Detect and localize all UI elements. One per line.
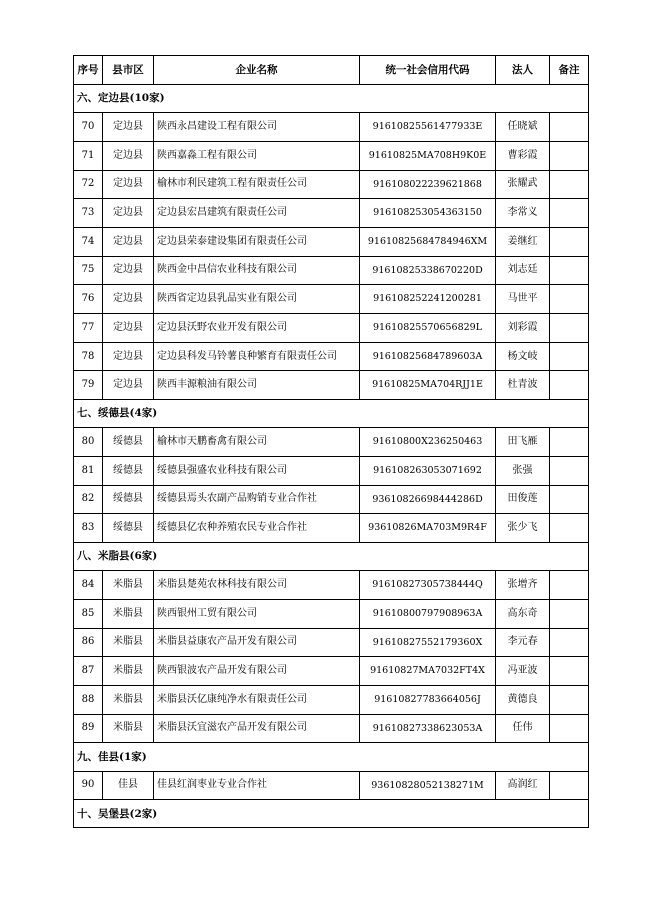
cell-credit-code: 93610826698444286D <box>360 485 496 514</box>
cell-enterprise-name: 米脂县益康农产品开发有限公司 <box>154 628 360 657</box>
cell-county: 定边县 <box>103 285 154 314</box>
cell-seq: 89 <box>74 714 103 743</box>
cell-county: 定边县 <box>103 371 154 400</box>
cell-remark <box>550 227 589 256</box>
section-row <box>74 743 589 771</box>
cell-credit-code: 916108263053071692 <box>360 456 496 485</box>
table-row <box>74 227 589 256</box>
cell-credit-code: 91610827552179360X <box>360 628 496 657</box>
cell-seq: 86 <box>74 628 103 657</box>
cell-county: 定边县 <box>103 199 154 228</box>
cell-legal-person: 李元春 <box>496 628 550 657</box>
cell-county: 米脂县 <box>103 657 154 686</box>
cell-remark <box>550 456 589 485</box>
cell-remark <box>550 657 589 686</box>
cell-county: 绥德县 <box>103 456 154 485</box>
cell-remark <box>550 141 589 170</box>
section-title: 九、佳县(1家) <box>74 743 589 771</box>
cell-enterprise-name: 定边县科发马铃薯良种繁育有限责任公司 <box>154 342 360 371</box>
cell-enterprise-name: 榆林市利民建筑工程有限责任公司 <box>154 170 360 199</box>
cell-county: 米脂县 <box>103 714 154 743</box>
cell-county: 定边县 <box>103 141 154 170</box>
cell-seq: 75 <box>74 256 103 285</box>
section-row <box>74 543 589 571</box>
cell-enterprise-name: 绥德县亿农种养殖农民专业合作社 <box>154 514 360 543</box>
cell-remark <box>550 514 589 543</box>
cell-enterprise-name: 榆林市天鹏畜禽有限公司 <box>154 428 360 457</box>
cell-credit-code: 91610800X236250463 <box>360 428 496 457</box>
header-county: 县市区 <box>103 56 154 85</box>
cell-remark <box>550 170 589 199</box>
cell-legal-person: 杨文岐 <box>496 342 550 371</box>
cell-legal-person: 高东奇 <box>496 599 550 628</box>
cell-seq: 74 <box>74 227 103 256</box>
cell-credit-code: 91610800797908963A <box>360 599 496 628</box>
cell-credit-code: 91610825684789603A <box>360 342 496 371</box>
table-row <box>74 342 589 371</box>
cell-remark <box>550 256 589 285</box>
table-row <box>74 657 589 686</box>
table-header-row <box>74 56 589 85</box>
section-title: 十、吴堡县(2家) <box>74 800 589 828</box>
cell-county: 定边县 <box>103 170 154 199</box>
section-row <box>74 85 589 113</box>
cell-enterprise-name: 陕西永昌建设工程有限公司 <box>154 113 360 142</box>
table-row <box>74 141 589 170</box>
table-row <box>74 314 589 343</box>
cell-legal-person: 任伟 <box>496 714 550 743</box>
table-row <box>74 113 589 142</box>
table-row <box>74 170 589 199</box>
table-row <box>74 714 589 743</box>
cell-remark <box>550 428 589 457</box>
cell-remark <box>550 771 589 800</box>
cell-county: 绥德县 <box>103 485 154 514</box>
cell-county: 米脂县 <box>103 628 154 657</box>
cell-county: 米脂县 <box>103 571 154 600</box>
table-row <box>74 285 589 314</box>
table-row <box>74 371 589 400</box>
cell-legal-person: 刘彩霞 <box>496 314 550 343</box>
cell-remark <box>550 285 589 314</box>
cell-legal-person: 杜青波 <box>496 371 550 400</box>
cell-enterprise-name: 米脂县沃亿康纯净水有限责任公司 <box>154 685 360 714</box>
cell-legal-person: 黄德良 <box>496 685 550 714</box>
cell-credit-code: 91610825570656829L <box>360 314 496 343</box>
cell-seq: 78 <box>74 342 103 371</box>
cell-remark <box>550 485 589 514</box>
section-title: 八、米脂县(6家) <box>74 543 589 571</box>
header-seq: 序号 <box>74 56 103 85</box>
cell-credit-code: 93610828052138271M <box>360 771 496 800</box>
cell-county: 定边县 <box>103 113 154 142</box>
cell-county: 定边县 <box>103 342 154 371</box>
cell-credit-code: 916108022239621868 <box>360 170 496 199</box>
cell-enterprise-name: 陕西省定边县乳品实业有限公司 <box>154 285 360 314</box>
table-row <box>74 599 589 628</box>
cell-seq: 90 <box>74 771 103 800</box>
cell-credit-code: 91610827MA7032FT4X <box>360 657 496 686</box>
cell-enterprise-name: 佳县红润枣业专业合作社 <box>154 771 360 800</box>
cell-credit-code: 91610827305738444Q <box>360 571 496 600</box>
header-legal: 法人 <box>496 56 550 85</box>
cell-remark <box>550 685 589 714</box>
header-remark: 备注 <box>550 56 589 85</box>
cell-seq: 88 <box>74 685 103 714</box>
cell-county: 米脂县 <box>103 599 154 628</box>
cell-enterprise-name: 绥德县强盛农业科技有限公司 <box>154 456 360 485</box>
cell-legal-person: 马世平 <box>496 285 550 314</box>
cell-credit-code: 91610827338623053A <box>360 714 496 743</box>
cell-enterprise-name: 陕西丰源粮油有限公司 <box>154 371 360 400</box>
cell-enterprise-name: 定边县荣泰建设集团有限责任公司 <box>154 227 360 256</box>
table-row <box>74 256 589 285</box>
cell-legal-person: 姜继红 <box>496 227 550 256</box>
cell-credit-code: 91610825MA704RJJ1E <box>360 371 496 400</box>
cell-seq: 84 <box>74 571 103 600</box>
cell-remark <box>550 342 589 371</box>
cell-remark <box>550 571 589 600</box>
cell-remark <box>550 314 589 343</box>
cell-legal-person: 张增齐 <box>496 571 550 600</box>
section-title: 七、绥德县(4家) <box>74 400 589 428</box>
cell-legal-person: 刘志廷 <box>496 256 550 285</box>
table-row <box>74 456 589 485</box>
cell-county: 定边县 <box>103 227 154 256</box>
cell-legal-person: 冯亚波 <box>496 657 550 686</box>
cell-enterprise-name: 陕西金中昌信农业科技有限公司 <box>154 256 360 285</box>
table-row <box>74 628 589 657</box>
cell-seq: 71 <box>74 141 103 170</box>
header-name: 企业名称 <box>154 56 360 85</box>
cell-seq: 83 <box>74 514 103 543</box>
cell-seq: 70 <box>74 113 103 142</box>
cell-credit-code: 93610826MA703M9R4F <box>360 514 496 543</box>
cell-county: 佳县 <box>103 771 154 800</box>
cell-credit-code: 91610825561477933E <box>360 113 496 142</box>
cell-enterprise-name: 绥德县焉头农副产品购销专业合作社 <box>154 485 360 514</box>
cell-remark <box>550 628 589 657</box>
cell-enterprise-name: 陕西银波农产品开发有限公司 <box>154 657 360 686</box>
document-page <box>73 55 588 828</box>
cell-remark <box>550 371 589 400</box>
cell-enterprise-name: 米脂县楚苑农林科技有限公司 <box>154 571 360 600</box>
cell-seq: 77 <box>74 314 103 343</box>
cell-credit-code: 91610825MA708H9K0E <box>360 141 496 170</box>
cell-legal-person: 张强 <box>496 456 550 485</box>
table-row <box>74 514 589 543</box>
table-body <box>74 85 589 828</box>
section-title: 六、定边县(10家) <box>74 85 589 113</box>
section-row <box>74 400 589 428</box>
enterprise-table <box>73 55 589 828</box>
cell-county: 定边县 <box>103 314 154 343</box>
cell-credit-code: 916108252241200281 <box>360 285 496 314</box>
cell-enterprise-name: 陕西银州工贸有限公司 <box>154 599 360 628</box>
cell-legal-person: 李常义 <box>496 199 550 228</box>
cell-seq: 73 <box>74 199 103 228</box>
cell-enterprise-name: 定边县宏昌建筑有限责任公司 <box>154 199 360 228</box>
cell-credit-code: 91610825338670220D <box>360 256 496 285</box>
cell-legal-person: 任晓斌 <box>496 113 550 142</box>
cell-county: 米脂县 <box>103 685 154 714</box>
cell-remark <box>550 199 589 228</box>
cell-seq: 72 <box>74 170 103 199</box>
cell-legal-person: 张耀武 <box>496 170 550 199</box>
cell-legal-person: 曹彩霞 <box>496 141 550 170</box>
cell-legal-person: 田俊莲 <box>496 485 550 514</box>
cell-county: 定边县 <box>103 256 154 285</box>
cell-legal-person: 张少飞 <box>496 514 550 543</box>
cell-enterprise-name: 定边县沃野农业开发有限公司 <box>154 314 360 343</box>
cell-seq: 87 <box>74 657 103 686</box>
cell-remark <box>550 714 589 743</box>
cell-remark <box>550 599 589 628</box>
header-code: 统一社会信用代码 <box>360 56 496 85</box>
cell-credit-code: 91610825684784946XM <box>360 227 496 256</box>
table-row <box>74 571 589 600</box>
table-row <box>74 771 589 800</box>
table-row <box>74 685 589 714</box>
cell-legal-person: 高润红 <box>496 771 550 800</box>
cell-remark <box>550 113 589 142</box>
cell-seq: 79 <box>74 371 103 400</box>
cell-seq: 76 <box>74 285 103 314</box>
cell-seq: 81 <box>74 456 103 485</box>
cell-enterprise-name: 陕西嘉淼工程有限公司 <box>154 141 360 170</box>
cell-credit-code: 916108253054363150 <box>360 199 496 228</box>
cell-legal-person: 田飞雁 <box>496 428 550 457</box>
cell-county: 绥德县 <box>103 428 154 457</box>
cell-seq: 85 <box>74 599 103 628</box>
table-row <box>74 199 589 228</box>
cell-county: 绥德县 <box>103 514 154 543</box>
cell-seq: 82 <box>74 485 103 514</box>
cell-credit-code: 91610827783664056J <box>360 685 496 714</box>
section-row <box>74 800 589 828</box>
cell-seq: 80 <box>74 428 103 457</box>
cell-enterprise-name: 米脂县沃宜滋农产品开发有限公司 <box>154 714 360 743</box>
table-row <box>74 428 589 457</box>
table-row <box>74 485 589 514</box>
